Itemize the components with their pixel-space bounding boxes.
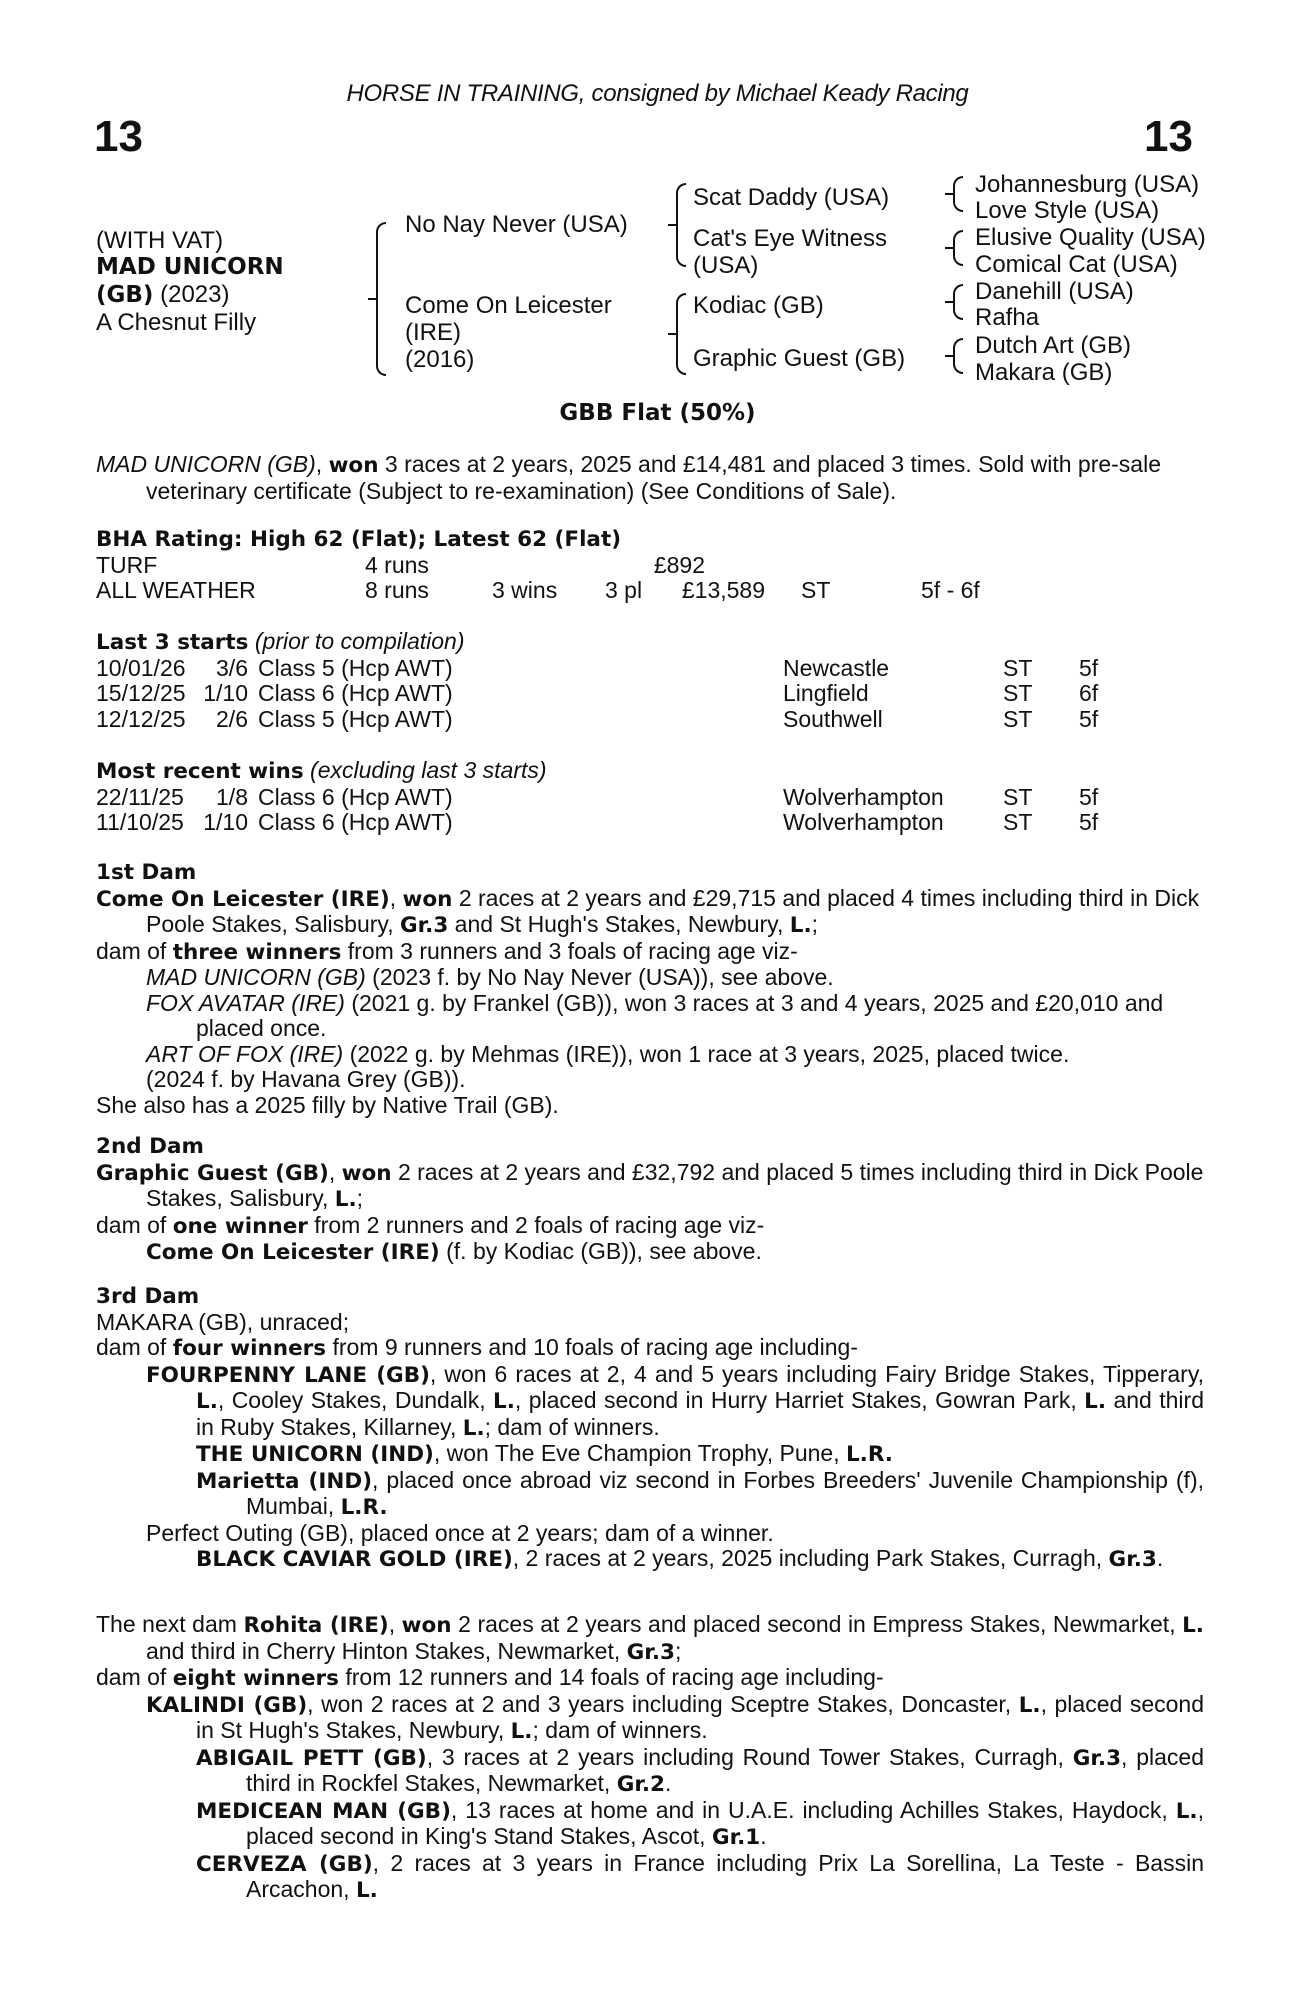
text: from 12 runners and 14 foals of racing age including-: [338, 1664, 884, 1690]
produce-name: ART OF FOX (IRE): [146, 1040, 344, 1067]
pedigree-brace-dam: [676, 293, 686, 375]
pedigree-gen3-3: Elusive Quality (USA): [975, 224, 1206, 251]
produce-name: MEDICEAN MAN (GB): [196, 1798, 451, 1824]
text: ;: [674, 1637, 682, 1664]
horse-identity: [96, 227, 284, 336]
text: , 13 races at home and in U.A.E. including Achilles Stakes, Haydock,: [450, 1796, 1176, 1823]
produce-text: (2021 g. by Frankel (GB)), won 3 races at 3 and 4 years, 2025 and £20,010 and placed once.: [196, 989, 1164, 1041]
text: ; dam of winners.: [484, 1413, 660, 1440]
race-going: ST: [1003, 783, 1033, 810]
recent-win-row: [96, 810, 1204, 836]
produce-name: FOURPENNY LANE (GB): [146, 1362, 430, 1388]
produce-text: (2023 f. by No Nay Never (USA)), see above.: [365, 964, 834, 990]
grade-label: Gr.3: [1072, 1745, 1122, 1771]
race-going: ST: [1003, 680, 1033, 706]
text: dam of: [96, 1334, 173, 1360]
text: .: [760, 1823, 767, 1849]
next-dam-section: [96, 1612, 1204, 1904]
pedigree-gen3-4: Comical Cat (USA): [975, 251, 1178, 278]
text: , placed once abroad viz second in Forbes Breeders' Juvenile Championship (f), Mumbai,: [246, 1466, 1204, 1519]
pedigree-sire: No Nay Never (USA): [405, 211, 628, 238]
pedigree-brace-main: [376, 222, 386, 376]
pedigree-sire-dam-country: (USA): [693, 252, 759, 279]
pedigree-dam-sire: Kodiac (GB): [693, 292, 824, 319]
horse-description: A Chesnut Filly: [96, 309, 257, 336]
race-going: ST: [1003, 809, 1033, 835]
race-going: ST: [1003, 654, 1033, 681]
listed-label: L.: [1182, 1613, 1204, 1638]
won-label: won: [341, 1160, 392, 1186]
ratings-row-turf: [96, 553, 1204, 579]
pedigree-sire-dam-name: Cat's Eye Witness: [693, 225, 887, 252]
race-course: Lingfield: [783, 680, 869, 706]
grand-produce-item: [96, 1798, 1204, 1851]
race-class: Class 5 (Hcp AWT): [258, 654, 453, 681]
summary-section: MAD UNICORN (GB), won 3 races at 2 years, 2025 and £14,481 and placed 3 times. Sold with pre-sale veterinary certificate (Subject to re-examination) (See Conditions of Sale).: [96, 451, 1161, 504]
race-class: Class 6 (Hcp AWT): [258, 809, 453, 835]
produce-name: THE UNICORN (IND): [196, 1442, 434, 1467]
second-dam-name: Graphic Guest (GB): [96, 1160, 329, 1186]
text: ; dam of winners.: [532, 1717, 708, 1743]
pedigree-brace-sire: [676, 183, 686, 267]
wins: 3 wins: [492, 577, 558, 603]
grade-label: Gr.2: [616, 1772, 665, 1797]
text: dam of: [96, 1211, 173, 1238]
third-dam-section: [96, 1284, 1204, 1573]
grand-produce-item: [96, 1441, 1204, 1468]
summary-horse-name: MAD UNICORN (GB): [96, 451, 316, 477]
text: from 2 runners and 2 foals of racing age viz-: [307, 1211, 765, 1238]
listed-label: L.: [196, 1389, 218, 1414]
produce-name: CERVEZA (GB): [196, 1851, 373, 1877]
recent-win-row: [96, 785, 1204, 811]
pedigree-dam: [405, 292, 612, 373]
text: ;: [356, 1185, 364, 1211]
surface: TURF: [96, 551, 158, 578]
listed-label: L.: [510, 1719, 533, 1744]
prize: £13,589: [681, 577, 765, 603]
produce-item: [96, 991, 1204, 1042]
runs: 8 runs: [365, 577, 429, 603]
race-class: Class 5 (Hcp AWT): [258, 705, 453, 732]
race-going: ST: [1003, 705, 1033, 732]
produce-name: BLACK CAVIAR GOLD (IRE): [196, 1547, 513, 1572]
text: , 2 races at 3 years in France including Prix La Sorellina, La Teste - Bassin Arcachon,: [246, 1849, 1204, 1902]
text: The next dam: [96, 1611, 244, 1637]
listed-label: L.: [334, 1187, 357, 1212]
pedigree-brace-dd: [953, 338, 963, 374]
third-dam-line: MAKARA (GB), unraced;: [96, 1308, 350, 1335]
first-dam-also: She also has a 2025 filly by Native Trail (GB).: [96, 1091, 559, 1118]
produce-item: [96, 965, 1204, 991]
grade-label: Gr.1: [711, 1825, 761, 1850]
lot-number-left: 13: [94, 112, 143, 161]
last-start-row: [96, 656, 1204, 682]
text: , placed second in Hurry Harriet Stakes, Gowran Park,: [514, 1387, 1085, 1413]
text: , won 2 races at 2 and 3 years including Sceptre Stakes, Doncaster,: [307, 1690, 1019, 1717]
produce-item: [96, 1362, 1204, 1442]
listed-label: L.: [1018, 1692, 1041, 1718]
text: , 2 races at 2 years, 2025 including Park Stakes, Curragh,: [512, 1545, 1109, 1571]
text: , 3 races at 2 years including Round Tower Stakes, Curragh,: [426, 1743, 1073, 1770]
produce-item: [96, 1042, 1204, 1068]
race-date: 11/10/25: [96, 809, 184, 835]
recent-wins-section: [96, 758, 1204, 836]
ratings-section: [96, 527, 1204, 604]
listed-label: L.: [789, 913, 812, 938]
second-dam-heading: 2nd Dam: [96, 1134, 204, 1159]
grand-produce-item: [96, 1745, 1204, 1798]
text: 2 races at 2 years and £32,792 and placed 5 times including third in Dick Poole Stakes, Salisbury,: [146, 1158, 1204, 1211]
race-date: 15/12/25: [96, 680, 186, 706]
produce-name: MAD UNICORN (GB): [146, 964, 366, 990]
first-dam-section: 1st Dam Come On Leicester (IRE), won 2 races at 2 years and £29,715 and placed 4 times including third in Dick Poole Stakes, Salisbury, Gr.3 and St Hugh's Stakes, Newbury, L.; dam of three winners from 3 runners and 3 foals of racing age viz- MAD UNICORN (GB) (2023 f. by No Nay Never (USA)), see above. FOX AVATAR (IRE) (2021 g. by Frankel (GB)), won 3 races at 3 and 4 years, 2025 and £20,010 and placed once. ART OF FOX (IRE) (2022 g. by Mehmas (IRE)), won 1 race at 3 years, 2025, placed twice. (2024 f. by Havana Grey (GB)). She also has a 2025 filly by Native Trail (GB).: [96, 860, 1204, 1118]
last-starts-note: (prior to compilation): [254, 628, 465, 654]
race-class: Class 6 (Hcp AWT): [258, 783, 453, 810]
consignment-header: HORSE IN TRAINING, consigned by Michael Keady Racing: [346, 80, 969, 107]
race-date: 22/11/25: [96, 783, 184, 810]
text: .: [665, 1770, 672, 1796]
race-distance: 6f: [1079, 680, 1099, 706]
listed-label: L.: [355, 1878, 378, 1903]
race-distance: 5f: [1079, 705, 1099, 732]
ratings-heading: BHA Rating: High 62 (Flat); Latest 62 (Flat): [96, 527, 622, 552]
third-dam-heading: 3rd Dam: [96, 1284, 200, 1309]
winners-count: eight winners: [172, 1666, 339, 1691]
race-course: Wolverhampton: [783, 809, 944, 835]
produce-text: (2022 g. by Mehmas (IRE)), won 1 race at 3 years, 2025, placed twice.: [343, 1040, 1070, 1067]
listed-label: L.R.: [845, 1442, 893, 1467]
race-position: 2/6: [216, 705, 248, 732]
recent-wins-heading: Most recent wins: [96, 759, 304, 784]
text: from 3 runners and 3 foals of racing age viz-: [341, 937, 798, 964]
race-distance: 5f: [1079, 783, 1099, 810]
race-position: 1/10: [203, 680, 248, 706]
race-position: 1/10: [203, 809, 248, 835]
text: from 9 runners and 10 foals of racing age including-: [326, 1334, 858, 1360]
text: and St Hugh's Stakes, Newbury,: [448, 911, 790, 937]
produce-name: ABIGAIL PETT (GB): [196, 1745, 427, 1771]
listed-label: L.R.: [340, 1495, 388, 1520]
grade-label: Gr.3: [1108, 1547, 1157, 1572]
grand-produce-item: [96, 1468, 1204, 1521]
text: dam of: [96, 937, 173, 964]
placed: 3 pl: [605, 577, 643, 603]
ratings-row-all-weather: [96, 578, 1204, 604]
listed-label: L.: [1084, 1389, 1107, 1414]
race-course: Southwell: [783, 705, 883, 732]
prize: £892: [653, 551, 705, 578]
produce-name: Marietta (IND): [196, 1468, 373, 1494]
first-dam-heading: 1st Dam: [96, 860, 197, 885]
text: , placed third in Rockfel Stakes, Newmarket,: [246, 1743, 1204, 1796]
produce-item: [96, 1067, 1204, 1093]
next-dam-name: Rohita (IRE): [243, 1613, 389, 1638]
race-course: Wolverhampton: [783, 783, 944, 810]
text: .: [1156, 1545, 1164, 1571]
distance: 5f - 6f: [921, 577, 980, 603]
race-date: 10/01/26: [96, 654, 186, 681]
last-start-row: [96, 707, 1204, 733]
listed-label: L.: [462, 1415, 485, 1441]
horse-country: (GB): [96, 282, 154, 308]
text: , won 6 races at 2, 4 and 5 years including Fairy Bridge Stakes, Tipperary,: [429, 1360, 1204, 1387]
wins: [492, 553, 605, 579]
grade-label: Gr.3: [626, 1639, 675, 1665]
pedigree-dam-name: Come On Leicester: [405, 292, 612, 319]
horse-name: MAD UNICORN: [96, 254, 284, 280]
pedigree-gen3-2: Love Style (USA): [975, 197, 1160, 224]
race-class: Class 6 (Hcp AWT): [258, 680, 453, 706]
summary-won: won: [328, 453, 379, 478]
race-date: 12/12/25: [96, 705, 186, 732]
race-position: 1/8: [216, 783, 248, 810]
pedigree-brace-ds: [953, 284, 963, 320]
pedigree-brace-sd: [953, 230, 963, 266]
pedigree-gen3-8: Makara (GB): [975, 359, 1113, 386]
listed-label: L.: [1175, 1798, 1198, 1824]
summary-text: 3 races at 2 years, 2025 and £14,481 and placed 3 times. Sold with pre-sale veterinary certificate (Subject to re-examination) (See Conditions of Sale).: [146, 451, 1161, 504]
going: ST: [801, 577, 831, 603]
text: ,: [388, 1611, 402, 1637]
won-label: won: [401, 1613, 452, 1638]
text: dam of: [96, 1664, 173, 1690]
grand-produce-item: [96, 1851, 1204, 1904]
won-label: won: [402, 886, 453, 912]
text: , won The Eve Champion Trophy, Pune,: [433, 1440, 846, 1466]
winners-count: three winners: [172, 939, 342, 965]
bonus-scheme: GBB Flat (50%): [559, 400, 756, 426]
race-distance: 5f: [1079, 654, 1099, 681]
pedigree-dam-year: (2016): [405, 346, 475, 373]
text: , placed second in St Hugh's Stakes, Newbury,: [196, 1690, 1204, 1743]
grade-label: Gr.3: [399, 913, 449, 938]
second-dam-section: 2nd Dam Graphic Guest (GB), won 2 races at 2 years and £32,792 and placed 5 times including third in Dick Poole Stakes, Salisbury, L.; dam of one winner from 2 runners and 2 foals of racing age viz- Come On Leicester (IRE) (f. by Kodiac (GB)), see above.: [96, 1134, 1204, 1265]
pedigree-gen3-1: Johannesburg (USA): [975, 171, 1200, 198]
pedigree-sire-dam: [693, 225, 887, 279]
produce-name: FOX AVATAR (IRE): [146, 989, 345, 1016]
text: and third in Cherry Hinton Stakes, Newmarket,: [146, 1637, 627, 1664]
recent-wins-note: (excluding last 3 starts): [310, 757, 547, 783]
produce-item: Perfect Outing (GB), placed once at 2 years; dam of a winner.: [146, 1519, 774, 1546]
last-start-row: [96, 681, 1204, 707]
last-starts-heading: Last 3 starts: [96, 630, 249, 655]
pedigree-gen3-7: Dutch Art (GB): [975, 332, 1132, 359]
produce-text: (f. by Kodiac (GB)), see above.: [439, 1238, 762, 1264]
text: , Cooley Stakes, Dundalk,: [217, 1387, 494, 1413]
pedigree-gen3-6: Rafha: [975, 304, 1040, 331]
pedigree-dam-country: (IRE): [405, 319, 461, 346]
race-position: 3/6: [216, 654, 248, 681]
winners-count: one winner: [172, 1213, 308, 1239]
pedigree-dam-dam: Graphic Guest (GB): [693, 345, 906, 372]
text: and third in Ruby Stakes, Killarney,: [196, 1387, 1204, 1440]
lot-number-right: 13: [1144, 112, 1193, 161]
listed-label: L.: [493, 1389, 515, 1414]
produce-name: KALINDI (GB): [146, 1692, 308, 1718]
runs: 4 runs: [365, 551, 429, 578]
produce-text: (2024 f. by Havana Grey (GB)).: [146, 1066, 466, 1092]
last-starts-section: [96, 629, 1204, 732]
text: ;: [811, 911, 819, 937]
text: 2 races at 2 years and placed second in Empress Stakes, Newmarket,: [451, 1611, 1183, 1637]
pedigree-brace-ss: [953, 176, 963, 212]
winners-count: four winners: [172, 1336, 327, 1361]
produce-item: [96, 1692, 1204, 1745]
text: 2 races at 2 years and £29,715 and placed 4 times including third in Dick Poole Stakes, Salisbury,: [146, 884, 1200, 937]
produce-name: Come On Leicester (IRE): [146, 1240, 440, 1265]
vat-label: (WITH VAT): [96, 227, 224, 254]
race-distance: 5f: [1079, 809, 1099, 835]
grand-produce-item: [96, 1546, 1204, 1573]
surface: ALL WEATHER: [96, 577, 256, 603]
pedigree-gen3-5: Danehill (USA): [975, 278, 1134, 305]
first-dam-name: Come On Leicester (IRE): [96, 886, 390, 912]
horse-year: (2023): [160, 281, 230, 308]
pedigree-sire-sire: Scat Daddy (USA): [693, 184, 890, 211]
text: , placed second in King's Stand Stakes, Ascot,: [246, 1796, 1204, 1849]
race-course: Newcastle: [783, 654, 890, 681]
